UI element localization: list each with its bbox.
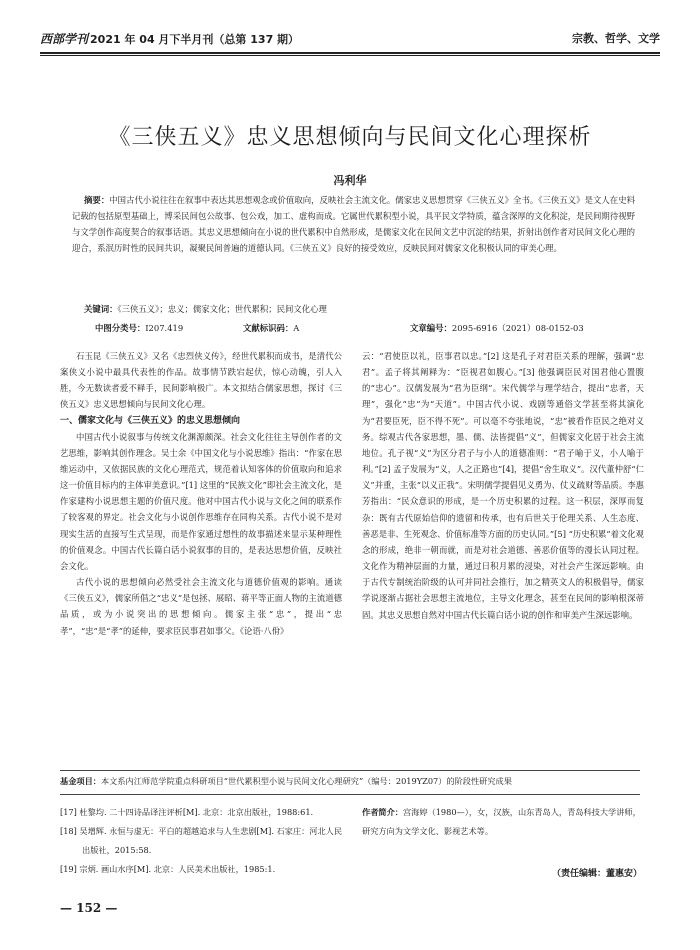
article-author: 冯利华 [333, 174, 367, 187]
keywords-label: 关键词： [84, 304, 118, 314]
classification-line [95, 322, 635, 334]
keywords-text: 《三侠五义》；忠义；儒家文化；世代累积；民间文化心理 [117, 304, 327, 314]
fund-label: 基金项目： [60, 776, 101, 786]
body-paragraph: 中国古代小说叙事与传统文化渊源颇深。社会文化往往主导创作者的文艺思维，影响其创作理念。吴士余《中国文化与小说思维》指出：“作家在思维运动中，又依据民族的文化心理范式，规范着认知客体的价值取向和追求这一价值目标内的主体审美意识。”[1] 这里的“民族文化”即社会主流文化，是作家建构小说思想主题的价值尺度。他对中国古代小说与文化之间的联系作了较客观的界定。社会文化与小说创作思维存在同构关系。古代小说不是对现实生活的直接写生式呈现，而是作家通过想性的故事描述来显示某种理性的价值观念。中国古代长篇白话小说叙事的目的，是表达思想价值，反映社会文化。 [60, 431, 342, 571]
body-paragraph: 石玉昆《三侠五义》又名《忠烈侠义传》，经世代累积而成书，是清代公案侠义小说中最具代表性的作品。故事情节跌宕起伏，惊心动魄，引人入胜，今无数读者爱不释手，民间影响极广。本文拟结合儒家思想，探讨《三侠五义》忠义思想倾向与民间文化心理。 [60, 351, 342, 410]
section-heading: 一、儒家文化与《三侠五义》的忠义思想倾向 [60, 415, 241, 426]
page-number: — 152 — [60, 901, 118, 915]
page-header [40, 30, 660, 52]
body-column-right [362, 348, 644, 623]
profile-label: 作者简介： [362, 807, 403, 817]
issue-info: 2021 年 04 月下半月刊（总第 137 期） [90, 33, 300, 46]
fund-divider-bottom [60, 794, 640, 795]
reference-item: [18] 吴增辉. 永恒与虚无：平白的超越追求与人生悲剧[M]. 石家庄：河北人民出版社，2015:58. [60, 826, 343, 855]
article-title: 《三侠五义》忠义思想倾向与民间文化心理探析 [108, 125, 592, 150]
abstract-label: 摘要： [84, 195, 110, 205]
header-rule-thin [40, 55, 660, 56]
keywords [84, 303, 635, 315]
document-code: 文献标识码：A [243, 323, 300, 333]
journal-issue-line [40, 30, 299, 47]
fund-note [60, 774, 640, 788]
abstract [72, 192, 635, 256]
body-paragraph: 云：“君使臣以礼，臣事君以忠。”[2] 这是孔子对君臣关系的理解，强调“忠君”。孟子将其阐释为：“臣视君如腹心。”[3] 他强调臣民对国君他心置腹的“忠心”。汉儒发展为“君为臣纲”。宋代儒学与理学结合，提出“忠者，天理”，强化“忠”为“天道”。中国古代小说、戏剧等通俗文学甚至将其演化为“君要臣死，臣不得不死”。可以毫不夸张地说，“忠”被看作臣民之绝对义务。综观古代各家思想，墨、儒、法皆提倡“义”，但儒家文化居于社会主流地位。孔子视“义”为区分君子与小人的道德准则：“君子喻于义，小人喻于利。”[2] 孟子发展为“义，人之正路也”[4]，提倡“舍生取义”。汉代董仲舒“仁义”并重，主张“以义正我”。宋明儒学提倡见义勇为、仗义疏财等品质。李惠芳指出：“民众意识的形成，是一个历史积累的过程。这一积层，深厚而复杂：既有古代原始信仰的遗留和传承，也有后世关于伦理关系、人生态度、善恶是非、生死观念、价值标准等方面的历史认同。”[5] “历史积累”着文化观念的形成，绝非一朝而就，而是对社会道德、善恶价值等的漫长认同过程。文化作为精神层面的力量，通过日积月累的浸染，对社会产生深远影响。由于古代专制统治阶级的认可并同社会推行，加之精英文人的积极倡导，儒家学说逐渐占据社会思想主流地位，主导文化理念，甚至在民间的影响根深蒂固。其忠义思想自然对中国古代长篇白话小说的创作和审美产生深远影响。 [362, 351, 644, 620]
reference-list [60, 803, 350, 879]
author-profile [362, 803, 644, 841]
header-rule [40, 52, 660, 54]
reference-item: [19] 宗炳. 画山水序[M]. 北京：人民美术出版社，1985:1. [60, 864, 276, 874]
section-label: 宗教、哲学、文学 [572, 32, 660, 45]
responsible-editor: （责任编辑：董惠安） [551, 869, 642, 879]
article-number: 文章编号：2095-6916（2021）08-0152-03 [410, 323, 584, 333]
clc-number: 中图分类号：I207.419 [95, 323, 184, 333]
body-paragraph: 古代小说的思想倾向必然受社会主流文化与道德价值观的影响。通读《三侠五义》，儒家所倡之“忠义”是包拯、展昭、蒋平等正面人物的主流道德品质，或为小说突出的思想倾向。儒家主张“忠”，提出“忠孝”，“忠”是“孝”的延伸，要求臣民事君如事父。《论语·八佾》 [60, 577, 342, 636]
journal-logo: 西部学刊 [40, 32, 89, 46]
reference-item: [17] 杜黎均. 二十四诗品译注评析[M]. 北京：北京出版社，1988:61. [60, 807, 314, 817]
fund-text: 本文系内江师范学院重点科研项目“世代累积型小说与民间文化心理研究”（编号：2019YZ07）的阶段性研究成果 [100, 776, 512, 786]
profile-text: 宫海婷（1980—），女，汉族，山东青岛人，青岛科技大学讲师，研究方向为文学文化、影视艺术等。 [362, 807, 641, 836]
body-column-left [60, 348, 342, 639]
abstract-text: 中国古代小说往往在叙事中表达其思想观念或价值取向，反映社会主流文化。儒家忠义思想贯穿《三侠五义》全书。《三侠五义》是文人在史料记载的包括原型基础上，博采民间包公故事、包公戏，加工、虚构而成。它属世代累积型小说，具平民文学特质，蕴含深厚的文化积淀，是民间期待视野与文学创作高度契合的叙事话语。其忠义思想倾向在小说的世代累积中自然形成，是儒家文化在民间文艺中沉淀的结果，折射出创作者对民间文化心理的迎合，系泯历时性的民间共识，凝聚民间普遍的道德认同。《三侠五义》良好的接受效应，反映民间对儒家文化积极认同的审美心理。 [72, 195, 636, 253]
fund-divider [60, 770, 640, 771]
